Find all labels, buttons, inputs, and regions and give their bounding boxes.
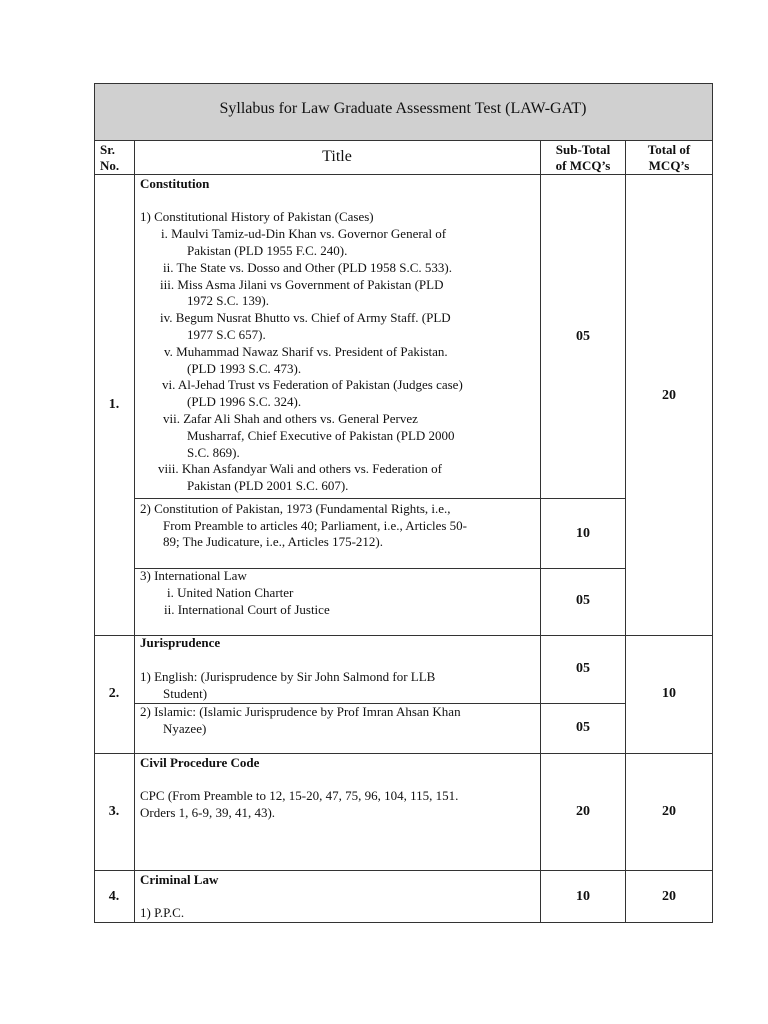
list-item: CPC (From Preamble to 12, 15-20, 47, 75, 96, 104, 115, 151. xyxy=(140,788,459,803)
list-item: 1) English: (Jurisprudence by Sir John Salmond for LLB xyxy=(140,669,436,684)
section-2-item-1-subtotal: 05 xyxy=(576,661,590,676)
list-item: From Preamble to articles 40; Parliament, i.e., Articles 50- xyxy=(163,518,467,533)
section-2-total: 10 xyxy=(662,686,676,701)
list-item: iv. Begum Nusrat Bhutto vs. Chief of Army Staff. (PLD xyxy=(160,310,451,325)
document-title: Syllabus for Law Graduate Assessment Test (LAW-GAT) xyxy=(219,100,587,117)
rule xyxy=(94,922,713,923)
list-item: vii. Zafar Ali Shah and others vs. General Pervez xyxy=(163,411,418,426)
section-4-sr: 4. xyxy=(108,889,120,904)
header-total-line2: MCQ’s xyxy=(648,158,690,173)
rule xyxy=(94,753,713,754)
list-item: Orders 1, 6-9, 39, 41, 43). xyxy=(140,805,276,820)
list-item: Pakistan (PLD 2001 S.C. 607). xyxy=(187,478,349,493)
header-sr-line2: No. xyxy=(100,158,120,173)
rule xyxy=(94,83,95,923)
header-subtotal xyxy=(541,142,625,174)
list-item: ii. International Court of Justice xyxy=(164,602,330,617)
section-1-total: 20 xyxy=(662,388,676,403)
section-1-heading: Constitution xyxy=(140,176,210,191)
rule xyxy=(94,83,713,84)
list-item: 1) P.P.C. xyxy=(140,905,185,920)
section-4-heading: Criminal Law xyxy=(140,872,219,887)
list-item: Pakistan (PLD 1955 F.C. 240). xyxy=(187,243,348,258)
section-3-total: 20 xyxy=(662,804,676,819)
list-item: Musharraf, Chief Executive of Pakistan (PLD 2000 xyxy=(187,428,455,443)
list-item: (PLD 1996 S.C. 324). xyxy=(187,394,302,409)
section-2-sr: 2. xyxy=(108,686,120,701)
list-item: S.C. 869). xyxy=(187,445,240,460)
section-3-subtotal: 20 xyxy=(576,804,590,819)
list-item: Student) xyxy=(163,686,208,701)
header-total-line1: Total of xyxy=(647,142,691,157)
section-1-sr: 1. xyxy=(108,397,120,412)
list-item: 2) Islamic: (Islamic Jurisprudence by Prof Imran Ahsan Khan xyxy=(140,704,461,719)
header-total xyxy=(626,142,712,174)
list-item: 1) Constitutional History of Pakistan (Cases) xyxy=(140,209,374,224)
list-item: 1977 S.C 657). xyxy=(187,327,266,342)
list-item: i. United Nation Charter xyxy=(167,585,294,600)
list-item: 1972 S.C. 139). xyxy=(187,293,269,308)
section-3-sr: 3. xyxy=(108,804,120,819)
header-subtotal-line2: of MCQ’s xyxy=(555,158,611,173)
header-subtotal-line1: Sub-Total xyxy=(555,142,611,157)
section-1-item-1-subtotal: 05 xyxy=(576,329,590,344)
header-title: Title xyxy=(322,148,352,165)
list-item: 3) International Law xyxy=(140,568,247,583)
rule xyxy=(94,174,713,175)
list-item: (PLD 1993 S.C. 473). xyxy=(187,361,302,376)
section-2-heading: Jurisprudence xyxy=(140,635,221,650)
list-item: vi. Al-Jehad Trust vs Federation of Pakistan (Judges case) xyxy=(162,377,463,392)
list-item: viii. Khan Asfandyar Wali and others vs. Federation of xyxy=(158,461,442,476)
header-sr xyxy=(100,142,119,174)
rule xyxy=(134,140,135,923)
section-4-total: 20 xyxy=(662,889,676,904)
section-1-item-2-subtotal: 10 xyxy=(576,526,590,541)
section-4-subtotal: 10 xyxy=(576,889,590,904)
section-3-heading: Civil Procedure Code xyxy=(140,755,260,770)
list-item: v. Muhammad Nawaz Sharif vs. President of Pakistan. xyxy=(164,344,448,359)
section-1-item-3-subtotal: 05 xyxy=(576,593,590,608)
list-item: iii. Miss Asma Jilani vs Government of Pakistan (PLD xyxy=(160,277,444,292)
header-sr-line1: Sr. xyxy=(100,142,116,157)
list-item: ii. The State vs. Dosso and Other (PLD 1958 S.C. 533). xyxy=(163,260,452,275)
list-item: Nyazee) xyxy=(163,721,207,736)
rule xyxy=(94,140,713,141)
rule xyxy=(134,498,625,499)
list-item: 2) Constitution of Pakistan, 1973 (Fundamental Rights, i.e., xyxy=(140,501,451,516)
list-item: i. Maulvi Tamiz-ud-Din Khan vs. Governor General of xyxy=(161,226,447,241)
section-2-item-2-subtotal: 05 xyxy=(576,720,590,735)
rule xyxy=(712,83,713,923)
list-item: 89; The Judicature, i.e., Articles 175-212). xyxy=(163,534,383,549)
rule xyxy=(94,870,713,871)
